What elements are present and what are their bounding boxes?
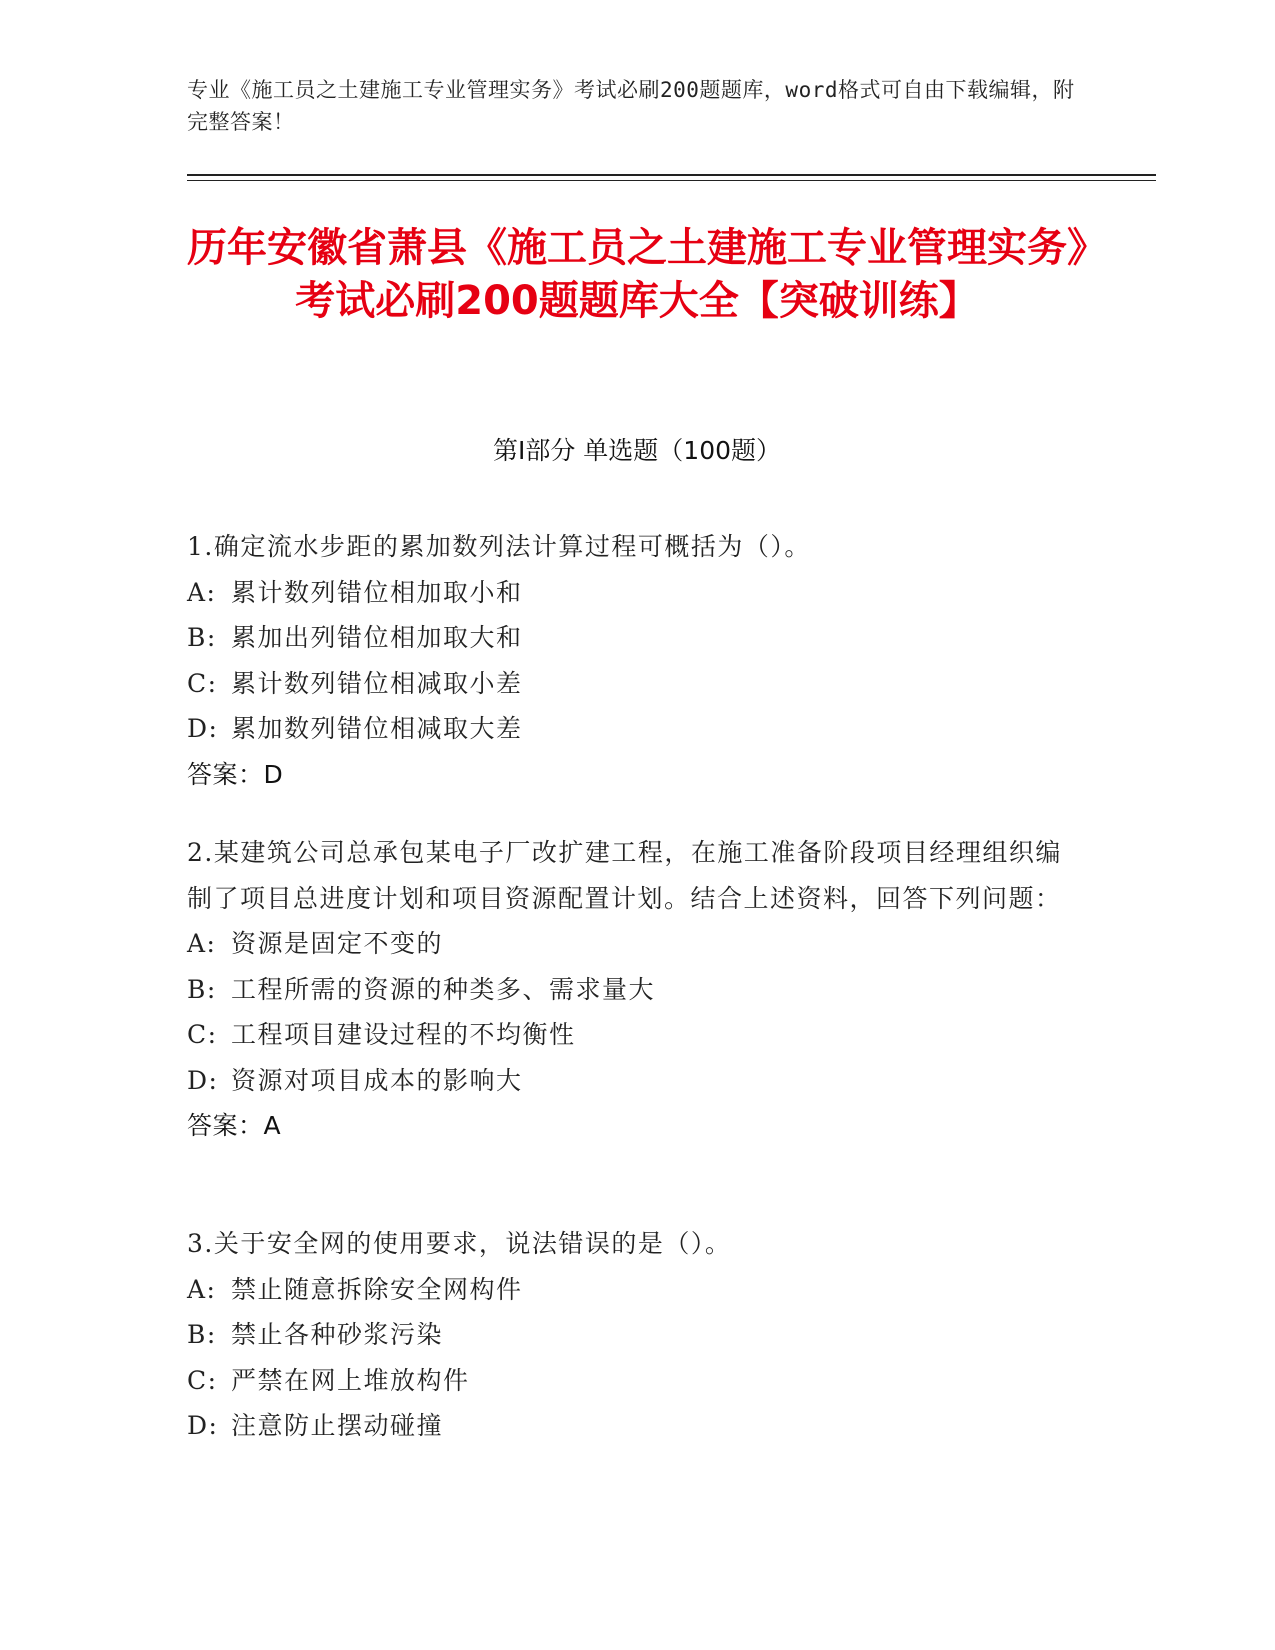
option-text: 严禁在网上堆放构件 xyxy=(231,1365,470,1395)
option-key: D: xyxy=(187,1411,219,1440)
answer-value: A xyxy=(263,1111,282,1140)
option-text: 累计数列错位相减取小差 xyxy=(231,668,523,698)
option-a xyxy=(187,1267,1067,1313)
option-text: 累加出列错位相加取大和 xyxy=(231,623,523,652)
option-key: B: xyxy=(187,974,217,1004)
option-key: A: xyxy=(187,1274,217,1304)
answer-value: D xyxy=(263,759,284,789)
answer-label: 答案： xyxy=(187,759,264,789)
option-a xyxy=(187,570,1067,616)
question-stem: 1.确定流水步距的累加数列法计算过程可概括为（）。 xyxy=(187,532,811,561)
option-text: 累计数列错位相加取小和 xyxy=(231,577,523,607)
option-text: 工程所需的资源的种类多、需求量大 xyxy=(231,974,656,1004)
option-key: D: xyxy=(187,714,219,743)
section-heading: 第Ⅰ部分 单选题（100题） xyxy=(492,436,782,465)
header-divider-thin xyxy=(187,180,1156,181)
option-b xyxy=(187,615,1067,661)
document-title: 历年安徽省萧县《施工员之土建施工专业管理实务》考试必刷200题题库大全【突破训练】 xyxy=(187,225,1087,324)
option-text: 注意防止摆动碰撞 xyxy=(231,1411,444,1440)
question-2 xyxy=(187,830,1067,1149)
option-d xyxy=(187,1403,1067,1449)
option-key: B: xyxy=(187,1320,217,1349)
answer-line xyxy=(187,1103,1067,1149)
option-key: B: xyxy=(187,623,217,652)
question-stem: 2.某建筑公司总承包某电子厂改扩建工程，在施工准备阶段项目经理组织编制了项目总进度计划和项目资源配置计划。结合上述资料，回答下列问题： xyxy=(187,838,1062,913)
option-key: A: xyxy=(187,929,217,958)
option-text: 禁止随意拆除安全网构件 xyxy=(231,1274,523,1304)
option-b xyxy=(187,967,1067,1013)
option-c xyxy=(187,1012,1067,1058)
option-text: 资源是固定不变的 xyxy=(231,929,444,958)
answer-line xyxy=(187,752,1067,798)
option-text: 禁止各种砂浆污染 xyxy=(231,1320,444,1349)
option-a xyxy=(187,921,1067,967)
option-d xyxy=(187,706,1067,752)
question-1 xyxy=(187,524,1067,797)
answer-label: 答案： xyxy=(187,1111,264,1140)
option-key: D: xyxy=(187,1065,219,1095)
header-note: 专业《施工员之土建施工专业管理实务》考试必刷200题题库，word格式可自由下载编辑，附完整答案！ xyxy=(187,78,1075,134)
option-text: 资源对项目成本的影响大 xyxy=(231,1065,523,1095)
header-divider-thick xyxy=(187,174,1156,176)
option-key: C: xyxy=(187,1365,218,1395)
option-text: 累加数列错位相减取大差 xyxy=(231,714,523,743)
option-b xyxy=(187,1312,1067,1358)
option-key: A: xyxy=(187,577,217,607)
option-text: 工程项目建设过程的不均衡性 xyxy=(231,1020,576,1049)
option-key: C: xyxy=(187,1020,218,1049)
option-d xyxy=(187,1058,1067,1104)
option-c xyxy=(187,661,1067,707)
option-c xyxy=(187,1358,1067,1404)
question-stem: 3.关于安全网的使用要求，说法错误的是（）。 xyxy=(187,1229,732,1258)
question-3 xyxy=(187,1221,1067,1449)
option-key: C: xyxy=(187,668,218,698)
